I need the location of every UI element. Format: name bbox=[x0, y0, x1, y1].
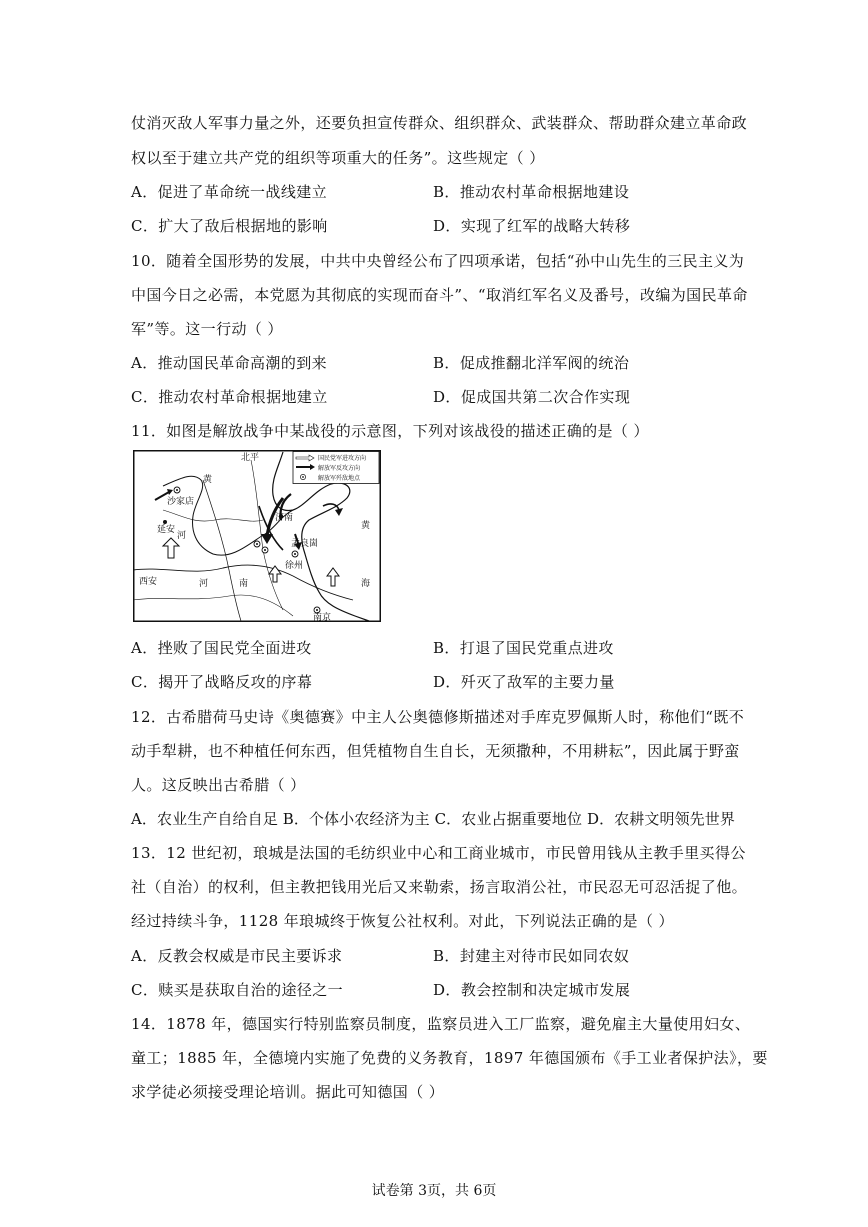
place-yanan: 延安 bbox=[157, 525, 176, 535]
q11-option-b[interactable]: B．打退了国民党重点进攻 bbox=[433, 639, 614, 657]
q13-option-c[interactable]: C．赎买是获取自治的途径之一 bbox=[131, 981, 344, 999]
q12-line-1: 12．古希腊荷马史诗《奥德赛》中主人公奥德修斯描述对手库克罗佩斯人时，称他们“既不 bbox=[131, 708, 745, 726]
battle-map bbox=[133, 450, 381, 622]
q9-option-d[interactable]: D．实现了红军的战略大转移 bbox=[433, 217, 631, 235]
q11-option-a[interactable]: A．挫败了国民党全面进攻 bbox=[131, 639, 312, 657]
q10-line-2: 中国今日之必需，本党愿为其彻底的实现而奋斗”、“取消红军名义及番号，改编为国民革命 bbox=[131, 286, 748, 304]
q9-option-c[interactable]: C．扩大了敌后根据地的影响 bbox=[131, 217, 328, 235]
q9-option-a[interactable]: A．促进了革命统一战线建立 bbox=[131, 183, 328, 201]
region-nan: 南 bbox=[239, 579, 249, 589]
q13-line-3: 经过持续斗争，1128 年琅城终于恢复公社权利。对此，下列说法正确的是（ ） bbox=[131, 912, 674, 930]
q12-line-3: 人。这反映出古希腊（ ） bbox=[131, 776, 306, 794]
region-yellow-sea-2: 海 bbox=[361, 579, 371, 589]
place-menglianggu: 孟良崮 bbox=[291, 539, 319, 549]
q13-line-2: 社（自治）的权利，但主教把钱用光后又来勒索，扬言取消公社，市民忍无可忍活捉了他。 bbox=[131, 878, 748, 896]
region-he-2: 河 bbox=[199, 579, 209, 589]
place-xian: 西安 bbox=[139, 577, 158, 587]
q14-line-2: 童工；1885 年，全德境内实施了免费的义务教育，1897 年德国颁布《手工业者保护法》，要 bbox=[131, 1049, 768, 1067]
legend-pla-counterattack: 解放军反攻方向 bbox=[318, 465, 361, 472]
q9-line-2: 权以至于建立共产党的组织等项重大的任务”。这些规定（ ） bbox=[131, 149, 545, 167]
q9-line-1: 仗消灭敌人军事力量之外，还要负担宣传群众、组织群众、武装群众、帮助群众建立革命政 bbox=[131, 114, 748, 132]
q10-option-a[interactable]: A．推动国民革命高潮的到来 bbox=[131, 354, 328, 372]
q11-option-c[interactable]: C．揭开了战略反攻的序幕 bbox=[131, 673, 313, 691]
page-footer: 试卷第 3页，共 6页 bbox=[371, 1183, 497, 1199]
q13-option-a[interactable]: A．反教会权威是市民主要诉求 bbox=[131, 947, 343, 965]
q11-line-1: 11．如图是解放战争中某战役的示意图，下列对该战役的描述正确的是（ ） bbox=[131, 422, 649, 440]
q14-line-1: 14．1878 年，德国实行特别监察员制度，监察员进入工厂监察，避免雇主大量使用妇女、 bbox=[131, 1015, 751, 1033]
place-xuzhou: 徐州 bbox=[285, 561, 304, 571]
region-he: 河 bbox=[177, 531, 187, 541]
q10-line-1: 10．随着全国形势的发展，中共中央曾经公布了四项承诺，包括“孙中山先生的三民主义为 bbox=[131, 252, 745, 270]
q11-option-d[interactable]: D．歼灭了敌军的主要力量 bbox=[433, 673, 615, 691]
q13-option-d[interactable]: D．教会控制和决定城市发展 bbox=[433, 981, 631, 999]
q12-options[interactable]: A．农业生产自给自足 B．个体小农经济为主 C．农业占据重要地位 D．农耕文明领先世界 bbox=[131, 810, 735, 828]
q12-line-2: 动手犁耕，也不种植任何东西，但凭植物自生自长，无须撒种，不用耕耘”，因此属于野蛮 bbox=[131, 742, 740, 760]
q13-option-b[interactable]: B．封建主对待市民如同农奴 bbox=[433, 947, 630, 965]
q10-option-b[interactable]: B．促成推翻北洋军阀的统治 bbox=[433, 354, 630, 372]
legend-pla-battle-site: 解放军歼敌地点 bbox=[318, 475, 361, 482]
q13-line-1: 13．12 世纪初，琅城是法国的毛纺织业中心和工商业城市，市民曾用钱从主教手里买得公 bbox=[131, 844, 746, 862]
place-beiping: 北平 bbox=[241, 453, 260, 463]
legend-nationalist-advance: 国民党军进攻方向 bbox=[318, 455, 367, 462]
place-jinan: 济南 bbox=[275, 513, 294, 523]
q10-option-c[interactable]: C．推动农村革命根据地建立 bbox=[131, 388, 328, 406]
place-nanjing: 南京 bbox=[313, 613, 332, 622]
q10-option-d[interactable]: D．促成国共第二次合作实现 bbox=[433, 388, 631, 406]
q9-option-b[interactable]: B．推动农村革命根据地建设 bbox=[433, 183, 630, 201]
q10-line-3: 军”等。这一行动（ ） bbox=[131, 320, 283, 338]
q14-line-3: 求学徒必须接受理论培训。据此可知德国（ ） bbox=[131, 1083, 445, 1101]
region-yellow-sea-1: 黄 bbox=[361, 521, 371, 531]
region-huang: 黄 bbox=[203, 475, 213, 485]
place-shajiadian: 沙家店 bbox=[167, 497, 195, 507]
